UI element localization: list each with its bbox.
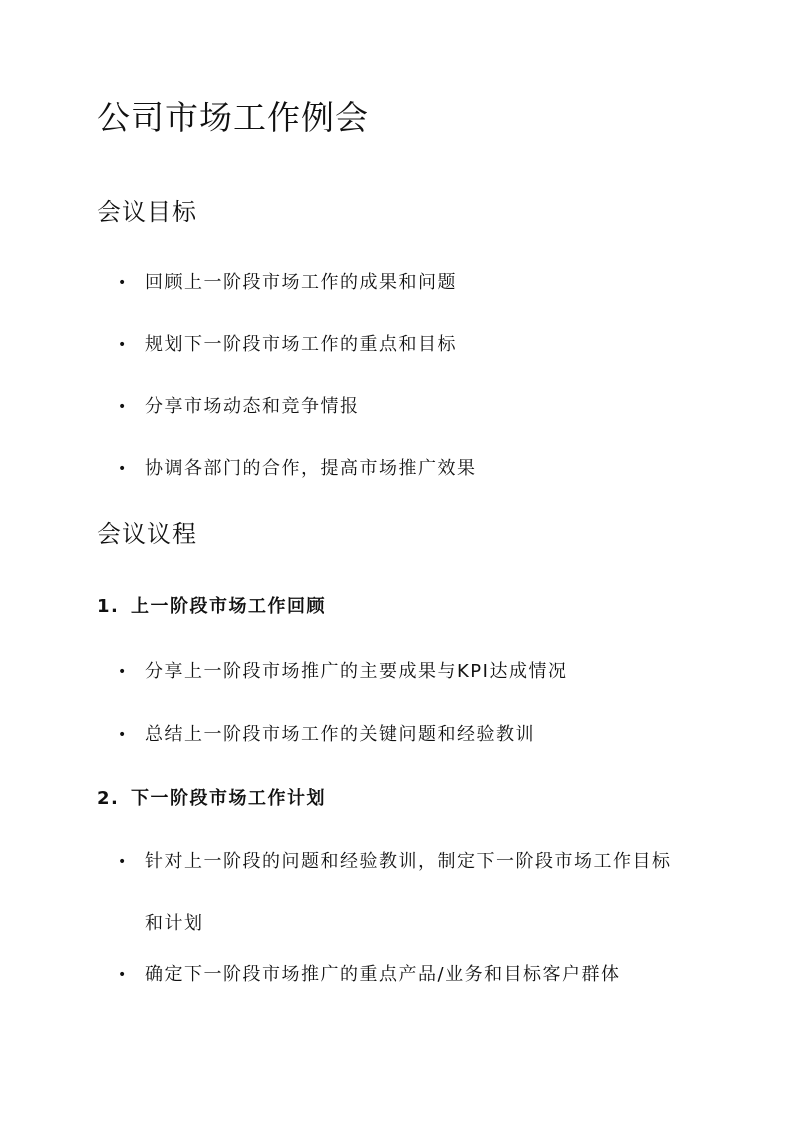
bullet-icon: •: [118, 967, 128, 983]
section-heading-goals: 会议目标: [97, 198, 197, 226]
list-item-text: 规划下一阶段市场工作的重点和目标: [145, 334, 457, 355]
bullet-icon: •: [118, 727, 128, 743]
agenda-item-heading: [97, 786, 326, 812]
agenda-item-heading: [97, 594, 326, 620]
agenda-item-number: 1.: [97, 596, 120, 617]
list-item-text: 针对上一阶段的问题和经验教训，制定下一阶段市场工作目标和计划: [145, 851, 672, 934]
list-item-text: 分享市场动态和竞争情报: [145, 396, 360, 417]
list-item: [118, 438, 678, 500]
agenda-item-title: 下一阶段市场工作计划: [131, 788, 326, 809]
list-item: [118, 252, 678, 314]
bullet-icon: •: [118, 664, 128, 680]
list-item-text: 协调各部门的合作，提高市场推广效果: [145, 458, 477, 479]
list-item: [118, 314, 678, 376]
list-item: [118, 641, 678, 703]
list-item: [118, 831, 678, 955]
bullet-icon: •: [118, 461, 128, 477]
bullet-icon: •: [118, 399, 128, 415]
bullet-icon: •: [118, 337, 128, 353]
list-item: [118, 944, 678, 1006]
list-item-text: 回顾上一阶段市场工作的成果和问题: [145, 272, 457, 293]
list-item: [118, 704, 678, 766]
list-item: [118, 376, 678, 438]
agenda-item-number: 2.: [97, 788, 120, 809]
list-item-text: 分享上一阶段市场推广的主要成果与KPI达成情况: [145, 661, 568, 682]
list-item-text: 总结上一阶段市场工作的关键问题和经验教训: [145, 724, 535, 745]
list-item-text: 确定下一阶段市场推广的重点产品/业务和目标客户群体: [145, 964, 621, 985]
bullet-icon: •: [118, 275, 128, 291]
section-heading-agenda: 会议议程: [97, 520, 197, 548]
document-title: 公司市场工作例会: [97, 98, 369, 137]
agenda-item-title: 上一阶段市场工作回顾: [131, 596, 326, 617]
bullet-icon: •: [118, 854, 128, 870]
